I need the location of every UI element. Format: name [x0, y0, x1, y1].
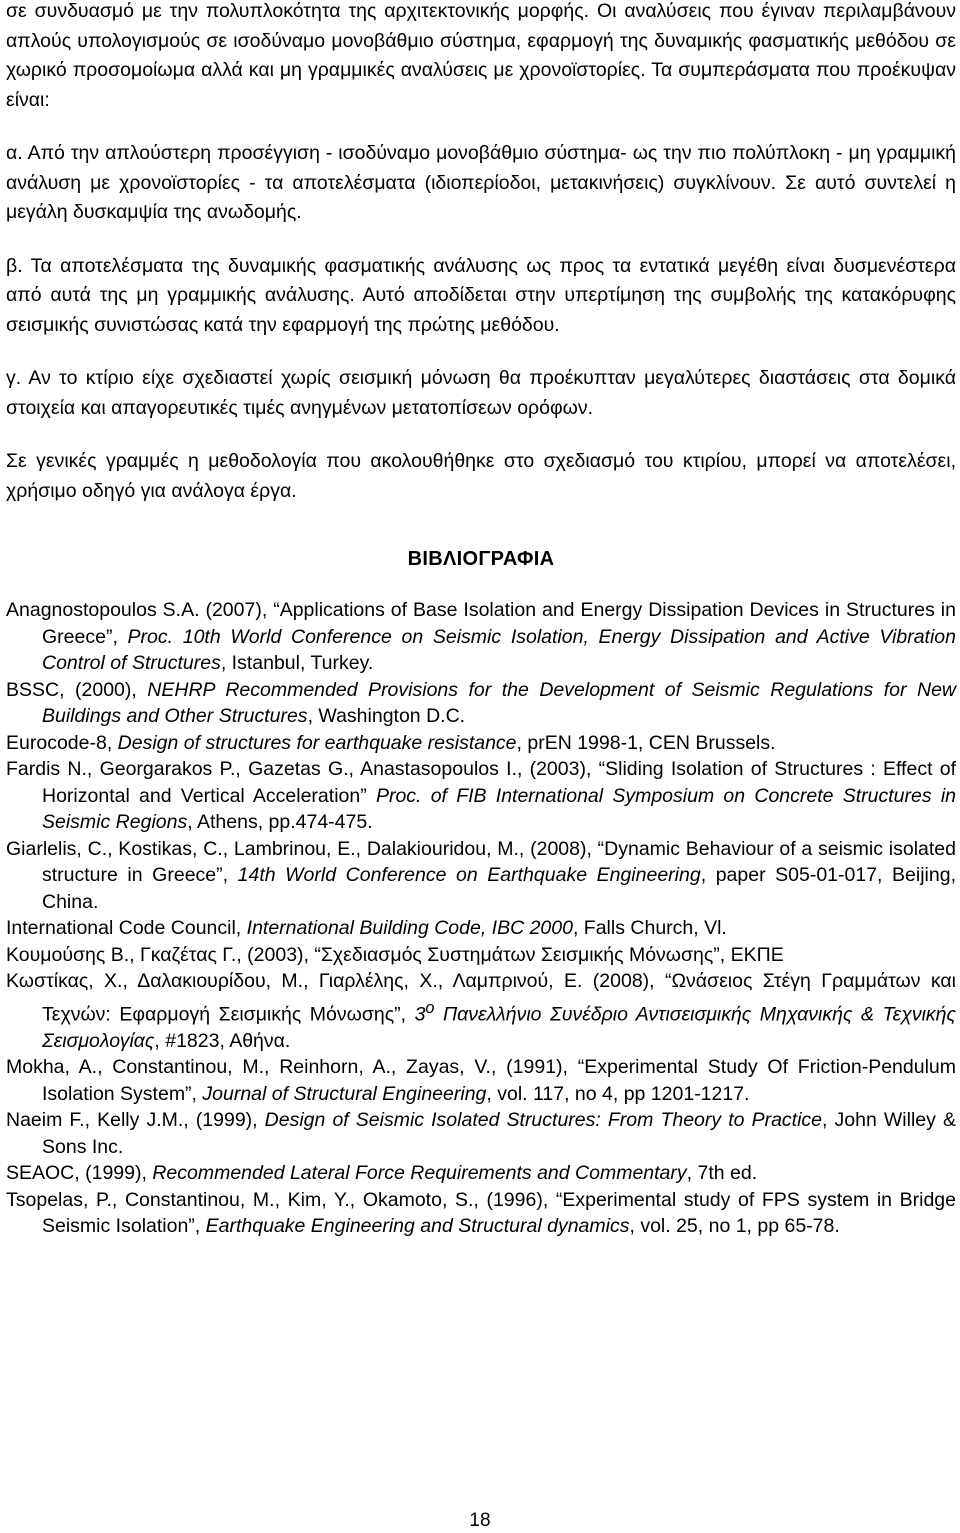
reference-entry [6, 677, 956, 730]
conclusion-a-paragraph: α. Από την απλούστερη προσέγγιση - ισοδύναμο μονοβάθμιο σύστημα- ως την πιο πολύπλοκη - μη γραμμική ανάλυση με χρονοϊστορίες - τα αποτελέσματα (ιδιοπερίοδοι, μετακινήσεις) συγκλίνουν. Σε αυτό συντελεί η μεγάλη δυσκαμψία της ανωδομής. [6, 142, 956, 223]
reference-title-segment: International Building Code, IBC 2000 [246, 917, 573, 939]
paragraph-spacer [6, 423, 956, 447]
reference-entry [6, 1187, 956, 1240]
reference-title-segment: NEHRP Recommended Provisions for the Development of Seismic Regulations for New Buildings and Other Structures [42, 678, 956, 727]
reference-title-segment: 14th World Conference on Earthquake Engineering [237, 864, 701, 886]
reference-text-segment: Eurocode-8, [6, 731, 118, 754]
paragraph-spacer [6, 115, 956, 139]
conclusion-c-paragraph: γ. Αν το κτίριο είχε σχεδιαστεί χωρίς σεισμική μόνωση θα προέκυπταν μεγαλύτερες διαστάσεις στα δομικά στοιχεία και απαγορευτικές τιμές ανηγμένων μετατοπίσεων ορόφων. [6, 367, 956, 419]
bibliography-heading: ΒΙΒΛΙΟΓΡΑΦΙΑ [407, 548, 555, 570]
reference-entry [6, 968, 956, 1054]
reference-text-segment: International Code Council, [6, 917, 247, 939]
reference-text-segment: , John Willey & Sons Inc. [42, 1109, 956, 1158]
reference-text-segment: Tsopelas, P., Constantinou, M., Kim, Y., Okamoto, S., (1996), “Experimental study of FPS system in Bridge Seismic Isolation”, [6, 1188, 956, 1237]
reference-text-segment: Κουμούσης Β., Γκαζέτας Γ., (2003), “Σχεδιασμός Συστημάτων Σεισμικής Μόνωσης”, ΕΚΠΕ [6, 943, 784, 966]
reference-entry [6, 1160, 956, 1187]
reference-title-segment: Proc. of FIB International Symposium on Concrete Structures in Seismic Regions [42, 784, 956, 833]
reference-title-segment: 3 [414, 1003, 426, 1025]
reference-title-segment: Proc. 10th World Conference on Seismic Isolation, Energy Dissipation and Active Vibration Control of Structures [42, 625, 956, 674]
reference-text-segment: Fardis N., Georgarakos P., Gazetas G., Anastasopoulos I., (2003), “Sliding Isolation of Structures : Effect of Horizontal and Vertical Acceleration” [6, 758, 956, 807]
reference-text-segment: , Falls Church, Vl. [572, 917, 727, 939]
reference-title-segment: Recommended Lateral Force Requirements and Commentary [152, 1162, 687, 1184]
reference-entry [6, 942, 956, 969]
reference-text-segment: , Istanbul, Turkey. [220, 652, 374, 674]
reference-text-segment: BSSC, (2000), [6, 678, 148, 701]
reference-title-segment: Design of Seismic Isolated Structures: From Theory to Practice [264, 1109, 823, 1131]
reference-title-segment: Earthquake Engineering and Structural dynamics [205, 1215, 630, 1237]
general-conclusion-paragraph: Σε γενικές γραμμές η μεθοδολογία που ακολουθήθηκε στο σχεδιασμό του κτιρίου, μπορεί να αποτελέσει, χρήσιμο οδηγό για ανάλογα έργα. [6, 450, 956, 502]
reference-text-segment: , Washington D.C. [307, 705, 466, 727]
reference-entry [6, 1054, 956, 1107]
reference-entry [6, 597, 956, 677]
reference-text-segment: Giarlelis, C., Kostikas, C., Lambrinou, E., Dalakiouridou, M., (2008), “Dynamic Behaviour of a seismic isolated structure in Greece”, [6, 837, 956, 886]
reference-title-segment: Journal of Structural Engineering [202, 1082, 487, 1105]
reference-entry [6, 730, 956, 757]
reference-entry [6, 836, 956, 916]
conclusion-b-paragraph: β. Τα αποτελέσματα της δυναμικής φασματικής ανάλυσης ως προς τα εντατικά μεγέθη είναι δυσμενέστερα από αυτά της μη γραμμικής ανάλυσης. Αυτό αποδίδεται στην υπερτίμηση της συμβολής της κατακόρυφης σεισμικής συνιστώσας κατά την εφαρμογή της πρώτης μεθόδου. [6, 254, 956, 336]
reference-text-segment: , #1823, Αθήνα. [154, 1029, 291, 1052]
reference-text-segment: , paper S05-01-017, Beijing, China. [42, 864, 956, 913]
reference-title-segment: Πανελλήνιο Συνέδριο Αντισεισμικής Μηχανικής & Τεχνικής Σεισμολογίας [42, 1003, 956, 1052]
reference-text-segment: Anagnostopoulos S.A. (2007), “Applications of Base Isolation and Energy Dissipation Devices in Structures in Greece”, [6, 599, 956, 648]
reference-entry [6, 1107, 956, 1160]
reference-title-segment: ο [425, 998, 435, 1017]
reference-entry [6, 915, 956, 942]
conclusions-intro-paragraph: σε συνδυασμό με την πολυπλοκότητα της αρχιτεκτονικής μορφής. Οι αναλύσεις που έγιναν περιλαμβάνουν απλούς υπολογισμούς σε ισοδύναμο μονοβάθμιο σύστημα, εφαρμογή της δυναμικής φασματικής μεθόδου σε χωρικό προσομοίωμα αλλά και μη γραμμικές αναλύσεις με χρονοϊστορίες. Τα συμπεράσματα που προέκυψαν είναι: [6, 0, 956, 111]
reference-text-segment: , Athens, pp.474-475. [187, 811, 373, 833]
reference-text-segment: Κωστίκας, Χ., Δαλακιουρίδου, Μ., Γιαρλέλης, Χ., Λαμπρινού, Ε. (2008), “Ωνάσειος Στέγη Γραμμάτων και Τεχνών: Εφαρμογή Σεισμικής Μόνωσης”, [6, 970, 956, 1025]
reference-text-segment: , prEN 1998-1, CEN Brussels. [516, 731, 776, 754]
reference-text-segment: , vol. 25, no 1, pp 65-78. [629, 1215, 840, 1237]
reference-text-segment: Mokha, A., Constantinou, M., Reinhorn, A., Zayas, V., (1991), “Experimental Study Of Friction-Pendulum Isolation System”, [6, 1056, 956, 1105]
reference-title-segment: Design of structures for earthquake resistance [117, 731, 517, 754]
bibliography-list [6, 597, 956, 1240]
paragraph-spacer [6, 340, 956, 364]
reference-text-segment: SEAOC, (1999), [6, 1162, 153, 1184]
reference-text-segment: , 7th ed. [686, 1162, 758, 1184]
reference-text-segment: , vol. 117, no 4, pp 1201-1217. [486, 1082, 750, 1105]
reference-text-segment: Naeim F., Kelly J.M., (1999), [6, 1109, 265, 1131]
document-page [6, 0, 956, 1240]
reference-entry [6, 756, 956, 836]
page-number: 18 [469, 1510, 491, 1531]
paragraph-spacer [6, 228, 956, 252]
